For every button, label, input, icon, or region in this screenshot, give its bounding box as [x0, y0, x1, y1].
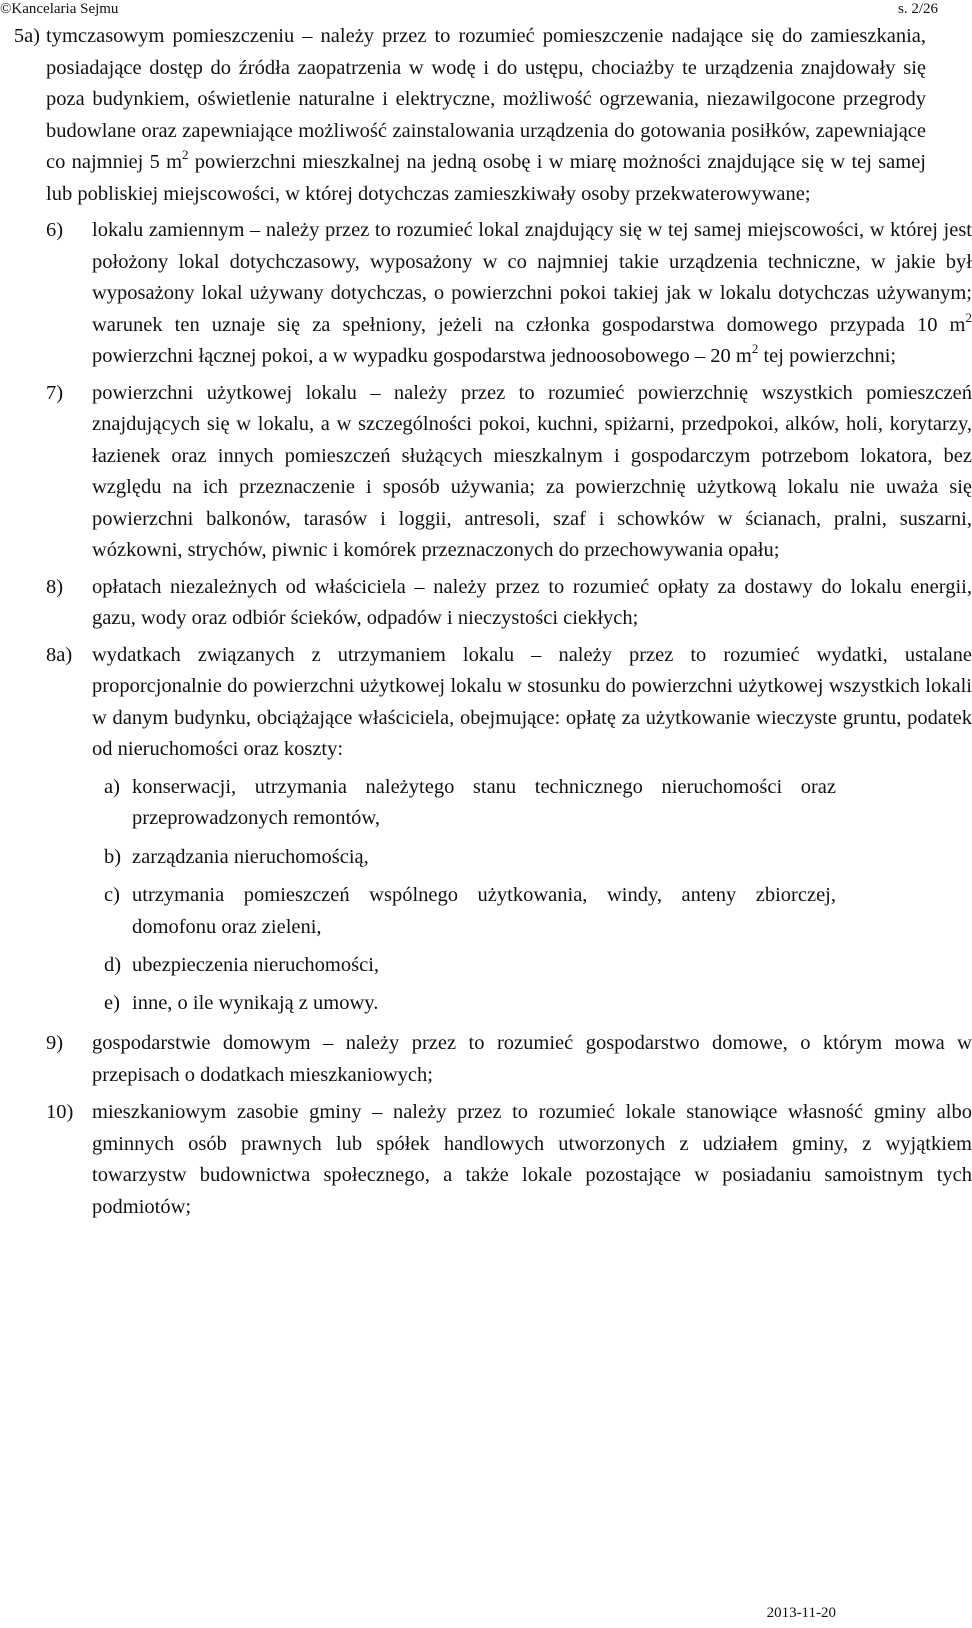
- definition-7: [46, 378, 972, 567]
- definition-text: powierzchni użytkowej lokalu – należy przez to rozumieć powierzchnię wszystkich pomieszczeń znajdujących się w lokalu, a w szczególności pokoi, kuchni, spiżarni, przedpokoi, alków, holi, korytarzy, łazienek oraz innych pomieszczeń służących mieszkalnym i gospodarczym potrzebom lokatora, bez względu na ich przeznaczenie i sposób używania; za powierzchnię użytkową lokalu nie uważa się powierzchni balkonów, tarasów i loggii, antresoli, szaf i schowków w ścianach, pralni, suszarni, wózkowni, strychów, piwnic i komórek przeznaczonych do przechowywania opału;: [92, 381, 972, 561]
- page-number: s. 2/26: [897, 1, 938, 17]
- definition-label: 6): [46, 219, 64, 241]
- definition-text-continued: powierzchni łącznej pokoi, a w wypadku gospodarstwa jednoosobowego – 20 m: [92, 345, 752, 367]
- sub-item-text: konserwacji, utrzymania należytego stanu technicznego nieruchomości oraz przeprowadzonych remontów,: [132, 775, 836, 829]
- sub-item-d: [104, 950, 836, 982]
- sub-item-text: ubezpieczenia nieruchomości,: [132, 954, 380, 976]
- sub-item-label: d): [104, 954, 122, 976]
- sub-item-text: utrzymania pomieszczeń wspólnego użytkowania, windy, anteny zbiorczej, domofonu oraz zieleni,: [132, 884, 836, 938]
- definition-text: lokalu zamiennym – należy przez to rozumieć lokal znajdujący się w tej samej miejscowości, w której jest położony lokal dotychczasowy, wyposażony w co najmniej takie urządzenia techniczne, w jakie był wyposażony lokal używany dotychczas, o powierzchni pokoi takiej jak w lokalu dotychczas używanym; warunek ten uznaje się za spełniony, jeżeli na członka gospodarstwa domowego przypada 10 m: [92, 219, 972, 336]
- definition-6: [46, 215, 972, 373]
- sub-item-a: [104, 772, 836, 835]
- definition-text: tymczasowym pomieszczeniu – należy przez to rozumieć pomieszczenie nadające się do zamieszkania, posiadające dostęp do źródła zaopatrzenia w wodę i do ustępu, chociażby te urządzenia znajdowały się poza budynkiem, oświetlenie naturalne i elektryczne, możliwość ogrzewania, niezawilgocone przegrody budowlane oraz zapewniające możliwość zainstalowania urządzenia do gotowania posiłków, zapewniające co najmniej 5 m: [46, 25, 926, 173]
- sub-item-label: a): [104, 775, 120, 798]
- definition-8: [46, 572, 972, 635]
- definition-10: [46, 1097, 972, 1223]
- definition-8a: [46, 640, 972, 766]
- page-header: [0, 0, 938, 18]
- copyright-label: ©Kancelaria Sejmu: [0, 1, 119, 17]
- superscript: 2: [965, 309, 972, 325]
- superscript: 2: [182, 147, 189, 162]
- definition-label: 10): [46, 1101, 74, 1123]
- definition-label: 7): [46, 381, 64, 404]
- definition-label: 5a): [13, 25, 40, 47]
- definition-text-end: tej powierzchni;: [758, 345, 897, 367]
- definition-5a: [0, 21, 926, 210]
- document-date: 2013-11-20: [766, 1605, 836, 1621]
- definition-text: gospodarstwie domowym – należy przez to rozumieć gospodarstwo domowe, o którym mowa w przepisach o dodatkach mieszkaniowych;: [92, 1032, 972, 1086]
- definition-9: [46, 1028, 972, 1091]
- sub-item-b: [104, 842, 836, 874]
- definition-text: opłatach niezależnych od właściciela – należy przez to rozumieć opłaty za dostawy do lokalu energii, gazu, wody oraz odbiór ścieków, odpadów i nieczystości ciekłych;: [92, 575, 972, 629]
- sub-item-label: b): [104, 845, 122, 868]
- definition-label: 8): [46, 575, 64, 598]
- sub-item-c: [104, 880, 836, 943]
- definition-text: wydatkach związanych z utrzymaniem lokalu – należy przez to rozumieć wydatki, ustalane proporcjonalnie do powierzchni użytkowej lokalu w stosunku do powierzchni użytkowej wszystkich lokali w danym budynku, obciążające właściciela, obejmujące: opłatę za użytkowanie wieczyste gruntu, podatek od nieruchomości oraz koszty:: [92, 643, 972, 760]
- definition-text: mieszkaniowym zasobie gminy – należy przez to rozumieć lokale stanowiące własność gminy albo gminnych osób prawnych lub spółek handlowych utworzonych z udziałem gminy, z wyjątkiem towarzystw budownictwa społecznego, a także lokale pozostające w posiadaniu samoistnym tych podmiotów;: [92, 1101, 972, 1218]
- sub-item-text: zarządzania nieruchomością,: [132, 845, 369, 868]
- sub-item-label: c): [104, 884, 120, 906]
- definition-label: 8a): [46, 643, 73, 666]
- superscript: 2: [751, 341, 759, 356]
- sub-item-label: e): [104, 991, 120, 1014]
- definition-label: 9): [46, 1032, 64, 1054]
- definition-text-continued: powierzchni mieszkalnej na jedną osobę i w miarę możności znajdujące się w tej samej lub pobliskiej miejscowości, w której dotychczas zamieszkiwały osoby przekwaterowywane;: [46, 151, 926, 205]
- sub-item-text: inne, o ile wynikają z umowy.: [132, 991, 379, 1014]
- sub-item-e: [104, 988, 836, 1020]
- document-body: [0, 21, 972, 1223]
